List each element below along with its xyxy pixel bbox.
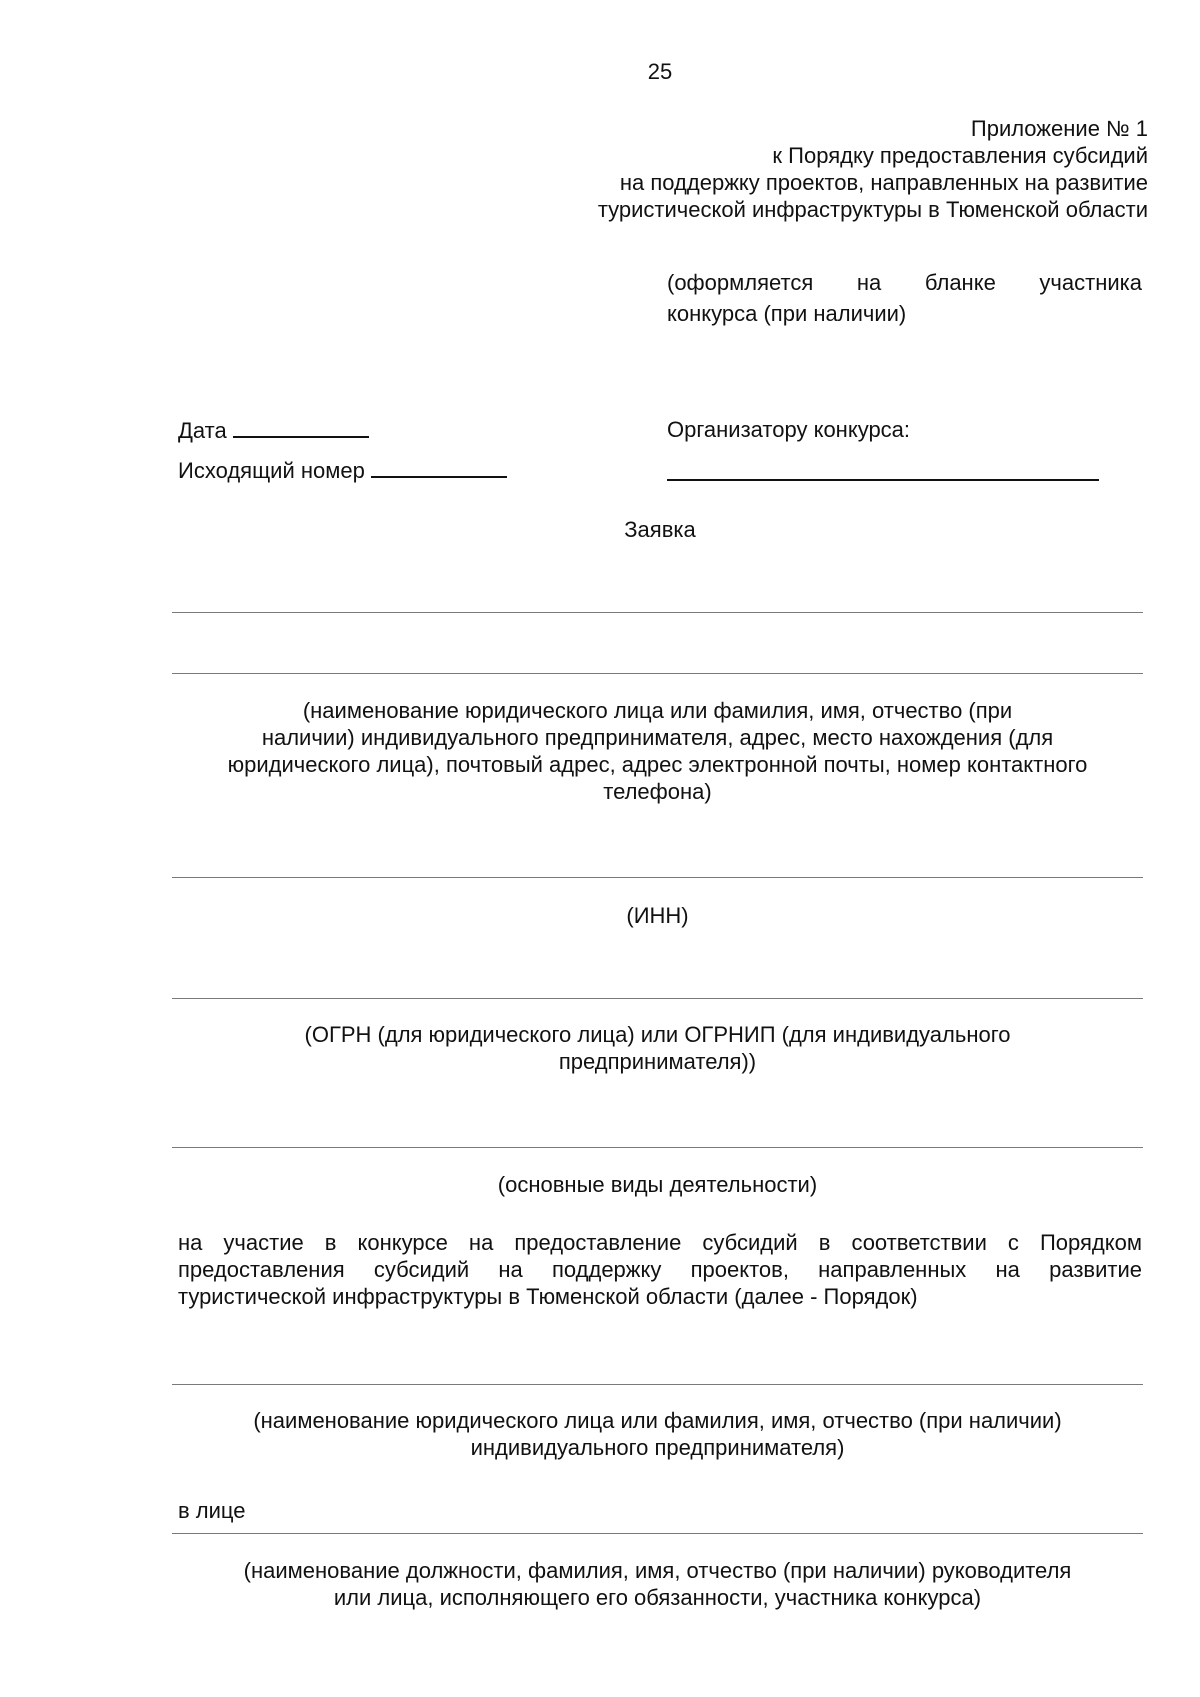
caption-line: (наименование юридического лица или фамилия, имя, отчество (при наличии) [253, 1408, 1062, 1433]
outgoing-number-blank[interactable] [371, 456, 507, 478]
participation-line: на участие в конкурсе на предоставление субсидий в соответствии с Порядком [178, 1230, 1142, 1255]
caption-line: (ОГРН (для юридического лица) или ОГРНИП (для индивидуального [304, 1022, 1011, 1047]
inn-line[interactable] [172, 877, 1143, 878]
caption-line: или лица, исполняющего его обязанности, участника конкурса) [333, 1585, 982, 1610]
applicant-line-2[interactable] [172, 673, 1143, 674]
activities-line[interactable] [172, 1147, 1143, 1148]
applicant-line-1[interactable] [172, 612, 1143, 613]
caption-line: предпринимателя)) [558, 1049, 757, 1074]
date-blank[interactable] [233, 416, 369, 438]
appendix-header [560, 115, 1148, 223]
in-person-label: в лице [178, 1498, 246, 1523]
applicant-caption [172, 697, 1143, 805]
inn-caption: (ИНН) [626, 903, 689, 928]
caption-line: индивидуального предпринимателя) [470, 1435, 845, 1460]
blank-note-line: конкурса (при наличии) [667, 301, 907, 326]
participation-line: предоставления субсидий на поддержку проектов, направленных на развитие [178, 1257, 1142, 1282]
participation-text [178, 1229, 1142, 1310]
caption-line: юридического лица), почтовый адрес, адрес электронной почты, номер контактного [227, 752, 1088, 777]
caption-line: телефона) [603, 779, 712, 804]
entity-name-line[interactable] [172, 1384, 1143, 1385]
blank-note [667, 267, 1142, 329]
participation-line: туристической инфраструктуры в Тюменской области (далее - Порядок) [178, 1284, 918, 1309]
activities-caption: (основные виды деятельности) [497, 1172, 818, 1197]
head-line[interactable] [172, 1533, 1143, 1534]
head-caption [172, 1557, 1143, 1611]
outgoing-number-field [178, 456, 507, 484]
appendix-line: на поддержку проектов, направленных на развитие [619, 170, 1148, 195]
entity-name-caption [172, 1407, 1143, 1461]
caption-line: наличии) индивидуального предпринимателя, адрес, место нахождения (для [261, 725, 1054, 750]
appendix-line: к Порядку предоставления субсидий [772, 143, 1148, 168]
caption-line: (наименование должности, фамилия, имя, отчество (при наличии) руководителя [243, 1558, 1072, 1583]
blank-note-line: (оформляется на бланке участника [667, 270, 1142, 295]
caption-line: (наименование юридического лица или фамилия, имя, отчество (при [302, 698, 1013, 723]
appendix-line: Приложение № 1 [970, 116, 1148, 141]
ogrn-caption [172, 1021, 1143, 1075]
outgoing-number-label: Исходящий номер [178, 458, 365, 483]
organizer-label: Организатору конкурса: [667, 417, 911, 442]
appendix-line: туристической инфраструктуры в Тюменской области [597, 197, 1148, 222]
ogrn-line[interactable] [172, 998, 1143, 999]
date-label: Дата [178, 418, 227, 443]
page-number: 25 [647, 59, 673, 84]
organizer-blank[interactable] [667, 479, 1099, 481]
date-field [178, 416, 369, 444]
document-title: Заявка [624, 517, 696, 542]
